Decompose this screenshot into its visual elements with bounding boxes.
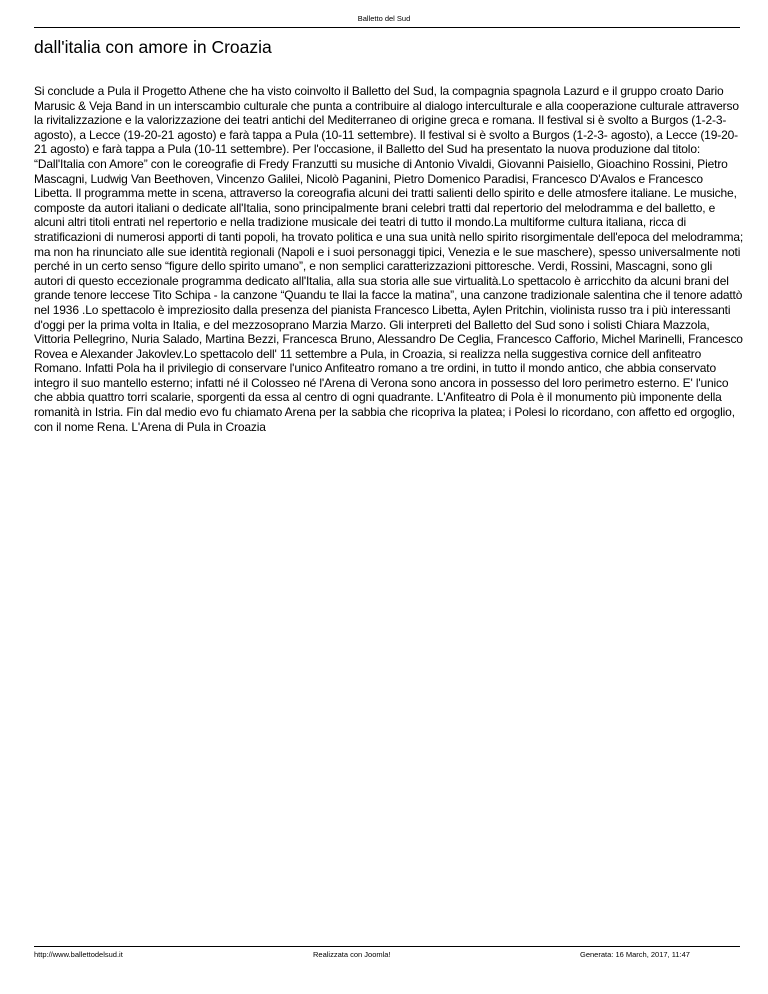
footer-generated-date: Generata: 16 March, 2017, 11:47 [580, 950, 690, 959]
footer-divider [34, 946, 740, 947]
footer-url[interactable]: http://www.ballettodelsud.it [34, 950, 123, 959]
header-divider [34, 27, 740, 28]
page-header: Balletto del Sud [357, 14, 411, 23]
article-body: Si conclude a Pula il Progetto Athene che ha visto coinvolto il Balletto del Sud, la compagnia spagnola Lazurd e il gruppo croato Dario Marusic & Veja Band in un interscambio culturale che punta a contribuire al dialogo interculturale e alla cooperazione culturale attraverso la rivitalizzazione e la valorizzazione dei teatri antichi del Mediterraneo di origine greca e romana. Il festival si è svolto a Burgos (1-2-3- agosto), a Lecce (19-20-21 agosto) e farà tappa a Pula (10-11 settembre). Il festival si è svolto a Burgos (1-2-3- agosto), a Lecce (19-20-21 agosto) e farà tappa a Pula (10-11 settembre). Per l'occasione, il Balletto del Sud ha presentato la nuova produzione dal titolo: “Dall'Italia con Amore” con le coreografie di Fredy Franzutti su musiche di Antonio Vivaldi, Giovanni Paisiello, Gioachino Rossini, Pietro Mascagni, Ludwig Van Beethoven, Vincenzo Galilei, Nicolò Paganini, Pietro Domenico Paradisi, Francesco D'Avalos e Francesco Libetta. Il programma mette in scena, attraverso la coreografia alcuni dei tratti salienti dello spirito e delle atmosfere italiane. Le musiche, composte da autori italiani o dedicate all'Italia, sono principalmente brani celebri tratti dal repertorio del melodramma e del balletto, e alcuni altri titoli entrati nel repertorio e nella tradizione musicale dei teatri di tutto il mondo.La multiforme cultura italiana, ricca di stratificazioni di numerosi apporti di tanti popoli, ha trovato politica e una sua unità nello spirito risorgimentale dell'epoca del melodramma; ma non ha rinunciato alle sue identità regionali (Napoli e i suoi personaggi tipici, Venezia e le sue maschere), spesso universalmente noti perché in un certo senso “figure dello spirito umano”, e non semplici caratterizzazioni pittoresche. Verdi, Rossini, Mascagni, sono gli autori di questo eccezionale programma dedicato all'Italia, alla sua storia alle sue virtualità.Lo spettacolo è arricchito da alcuni brani del grande tenore leccese Tito Schipa - la canzone “Quandu te llai la facce la matina”, una canzone tradizionale salentina che il tenore adattò nel 1936 .Lo spettacolo è impreziosito dalla presenza del pianista Francesco Libetta, Aylen Pritchin, violinista russo tra i più interessanti d'oggi per la prima volta in Italia, e del mezzosoprano Marzia Marzo. Gli interpreti del Balletto del Sud sono i solisti Chiara Mazzola, Vittoria Pellegrino, Nuria Salado, Martina Bezzi, Francesca Bruno, Alessandro De Ceglia, Francesco Cafforio, Michel Marinelli, Francesco Rovea e Alexander Jakovlev.Lo spettacolo dell' 11 settembre a Pula, in Croazia, si realizza nella suggestiva cornice dell anfiteatro Romano. Infatti Pola ha il privilegio di conservare l'unico Anfiteatro romano a tre ordini, in tutto il mondo antico, che abbia conservato integro il suo mantello esterno; infatti né il Colosseo né l'Arena di Verona sono ancora in possesso del loro perimetro esterno. E' l'unico che abbia quattro torri scalarie, sporgenti da essa al centro di ogni quadrante. L'Anfiteatro di Pola è il monumento più imponente della romanità in Istria. Fin dal medio evo fu chiamato Arena per la sabbia che ricopriva la platea; i Polesi lo ricordano, con affetto ed orgoglio, con il nome Rena. L'Arena di Pula in Croazia [34, 84, 744, 434]
footer-powered-by: Realizzata con Joomla! [313, 950, 391, 959]
article-title: dall'italia con amore in Croazia [34, 37, 272, 57]
